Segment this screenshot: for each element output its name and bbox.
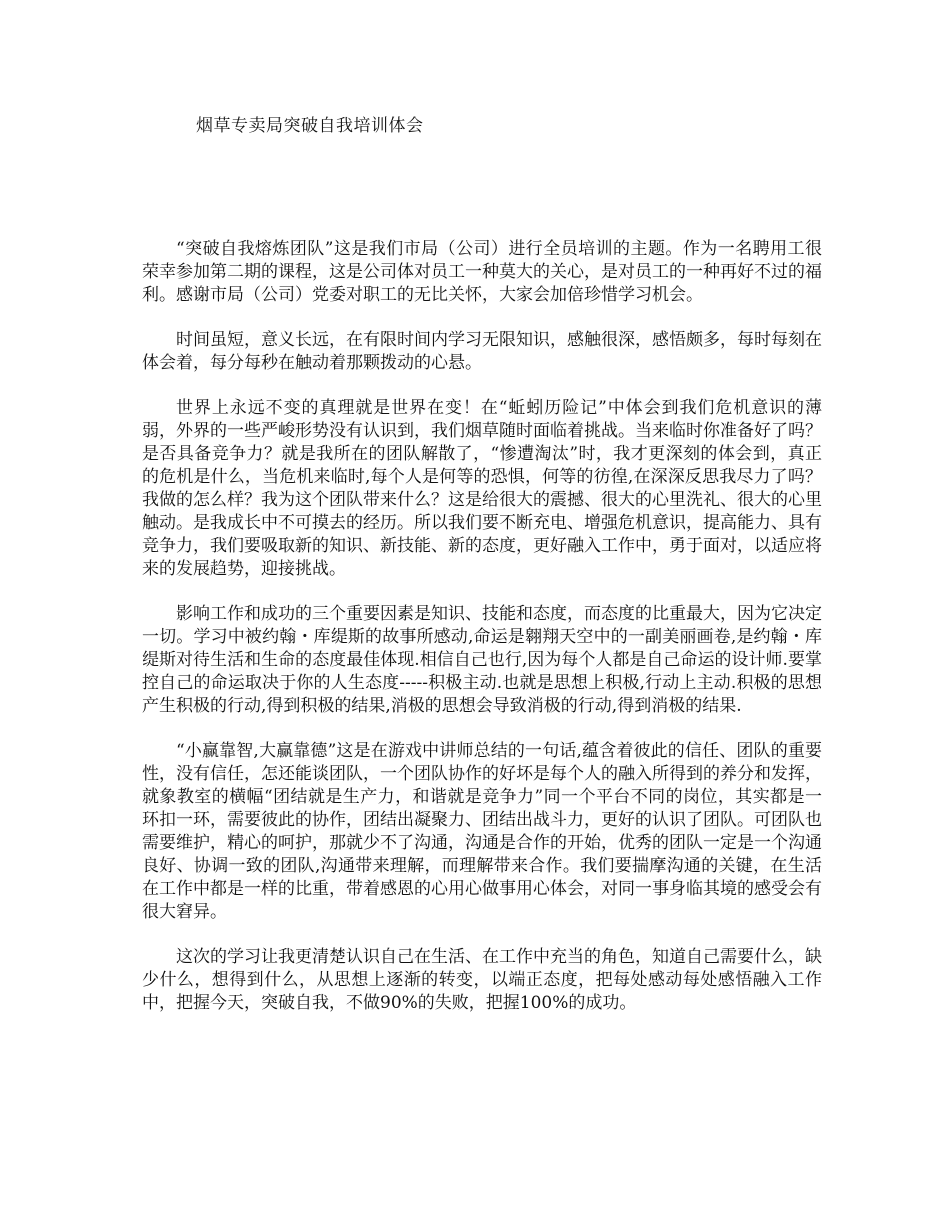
paragraph: 影响工作和成功的三个重要因素是知识、技能和态度，而态度的比重最大，因为它决定一切。学习中被约翰・库缇斯的故事所感动,命运是翱翔天空中的一副美丽画卷,是约翰・库缇斯对待生活和生命的态度最佳体现.相信自己也行,因为每个人都是自己命运的设计师.要掌控自己的命运取决于你的人生态度-----积极主动.也就是思想上积极,行动上主动.积极的思想产生积极的行动,得到积极的结果,消极的思想会导致消极的行动,得到消极的结果. [142,604,822,716]
paragraph: 时间虽短，意义长远，在有限时间内学习无限知识，感触很深，感悟颇多，每时每刻在体会着，每分每秒在触动着那颗拨动的心悬。 [142,330,822,373]
paragraph: 这次的学习让我更清楚认识自己在生活、在工作中充当的角色，知道自己需要什么，缺少什么，想得到什么，从思想上逐渐的转变，以端正态度，把每处感动每处感悟融入工作中，把握今天，突破自我，不做90%的失败，把握100%的成功。 [142,947,822,1013]
document-title: 烟草专卖局突破自我培训体会 [196,116,424,136]
document-body [142,238,822,1037]
paragraph: 世界上永远不变的真理就是世界在变！在“蚯蚓历险记”中体会到我们危机意识的薄弱，外界的一些严峻形势没有认识到，我们烟草随时面临着挑战。当来临时你准备好了吗？是否具备竞争力？就是我所在的团队解散了，“惨遭淘汰”时，我才更深刻的体会到，真正的危机是什么，当危机来临时,每个人是何等的恐惧，何等的彷徨,在深深反思我尽力了吗？我做的怎么样？我为这个团队带来什么？这是给很大的震撼、很大的心里洗礼、很大的心里触动。是我成长中不可摸去的经历。所以我们要不断充电、增强危机意识，提高能力、具有竞争力，我们要吸取新的知识、新技能、新的态度，更好融入工作中，勇于面对，以适应将来的发展趋势，迎接挑战。 [142,398,822,579]
paragraph: “小赢靠智,大赢靠德”这是在游戏中讲师总结的一句话,蕴含着彼此的信任、团队的重要性，没有信任，怎还能谈团队，一个团队协作的好坏是每个人的融入所得到的养分和发挥，就象教室的横幅“团结就是生产力，和谐就是竞争力”同一个平台不同的岗位，其实都是一环扣一环，需要彼此的协作，团结出凝聚力、团结出战斗力，更好的认识了团队。可团队也需要维护，精心的呵护，那就少不了沟通，沟通是合作的开始，优秀的团队一定是一个沟通良好、协调一致的团队,沟通带来理解，而理解带来合作。我们要揣摩沟通的关键，在生活在工作中都是一样的比重，带着感恩的心用心做事用心体会，对同一事身临其境的感受会有很大窘异。 [142,741,822,922]
paragraph: “突破自我熔炼团队”这是我们市局（公司）进行全员培训的主题。作为一名聘用工很荣幸参加第二期的课程，这是公司体对员工一种莫大的关心，是对员工的一种再好不过的福利。感谢市局（公司）党委对职工的无比关怀，大家会加倍珍惜学习机会。 [142,239,822,305]
